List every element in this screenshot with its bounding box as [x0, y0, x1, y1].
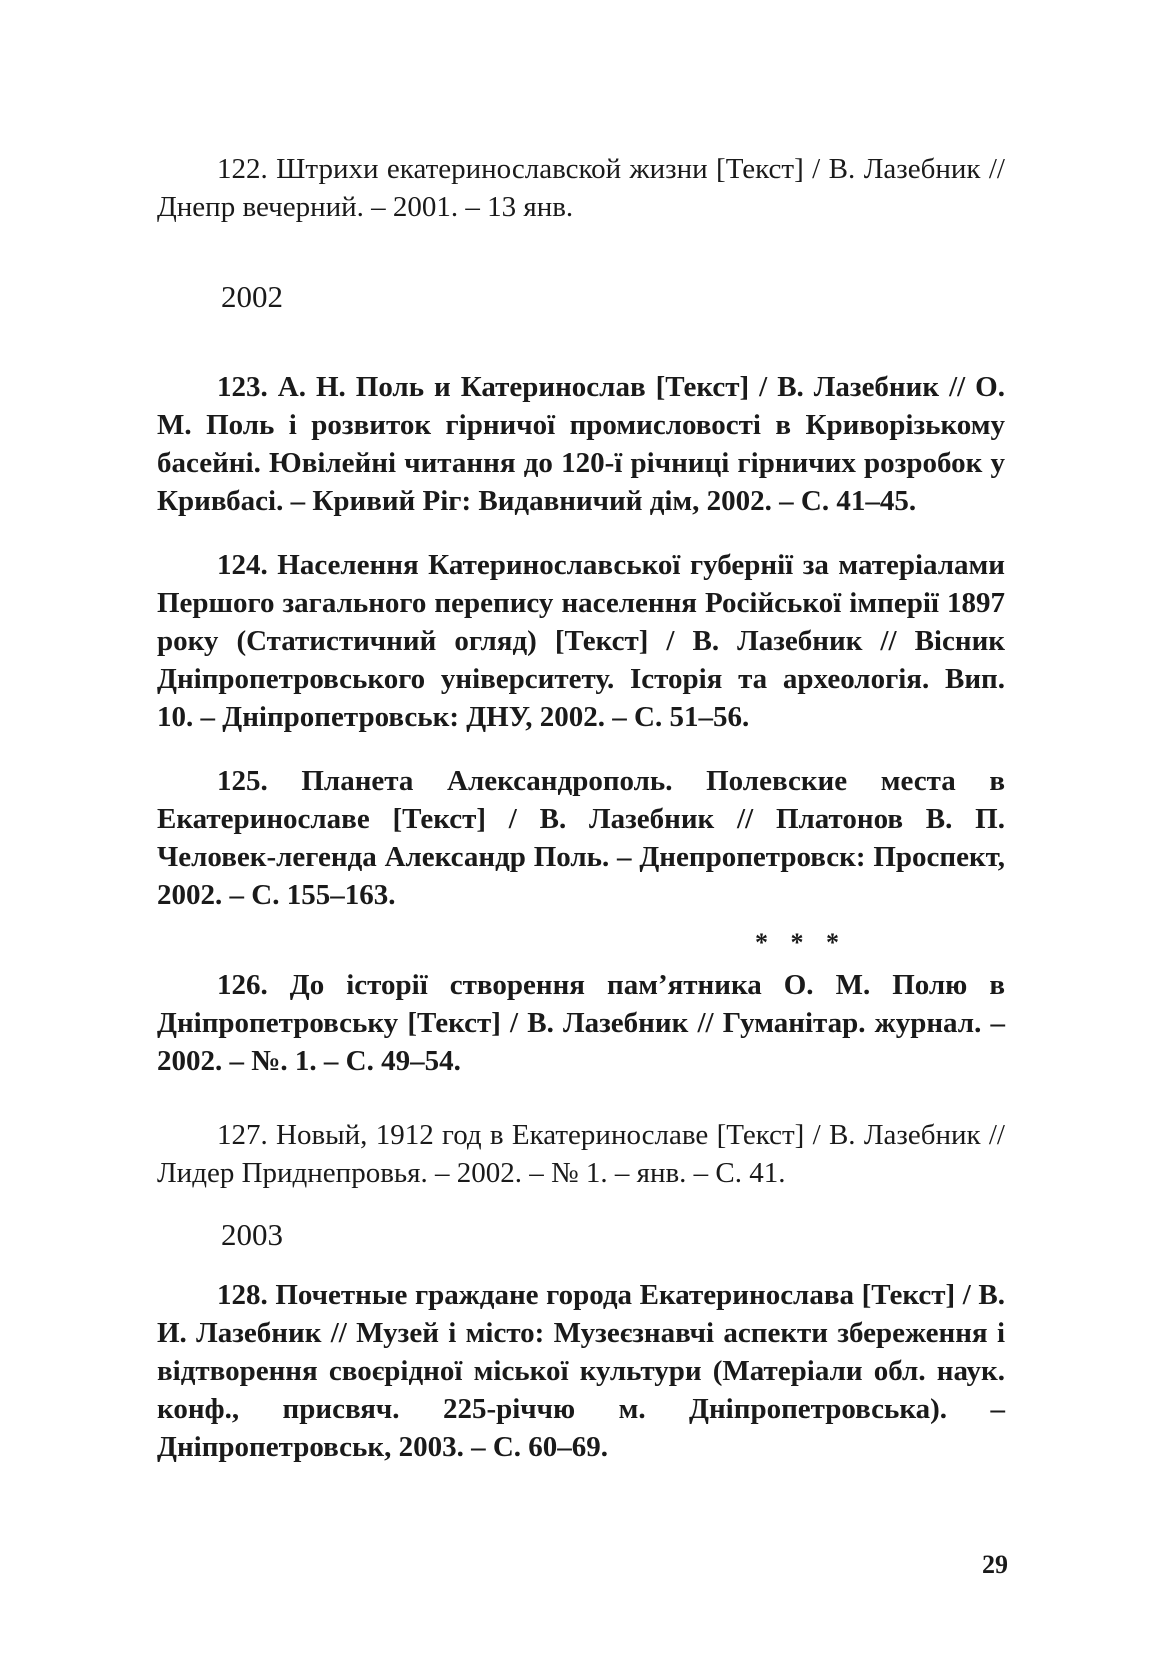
year-heading-2003: 2003: [221, 1217, 283, 1252]
entry-125: 125. Планета Александрополь. Полевские места в Екатеринославе [Текст] / В. Лазебник // Платонов В. П. Человек-легенда Александр Поль. – Днепропетровск: Проспект, 2002. – С. 155–163.: [157, 765, 1005, 911]
page-number: 29: [982, 1550, 1008, 1579]
year-heading-2002: 2002: [221, 279, 283, 314]
entry-123: 123. А. Н. Поль и Катеринослав [Текст] / В. Лазебник // О. М. Поль і розвиток гірничої промисловості в Криворізькому басейні. Ювілейні читання до 120-ї річниці гірничих розробок у Кривбасі. – Кривий Ріг: Видавничий дім, 2002. – С. 41–45.: [157, 371, 1005, 517]
entry-127: 127. Новый, 1912 год в Екатеринославе [Текст] / В. Лазебник // Лидер Приднепровья. – 2002. – № 1. – янв. – С. 41.: [157, 1119, 1005, 1189]
entry-122: 122. Штрихи екатеринославской жизни [Текст] / В. Лазебник // Днепр вечерний. – 2001. – 13 янв.: [157, 153, 1005, 223]
entry-124: 124. Населення Катеринославської губернії за матеріалами Першого загального перепису населення Російської імперії 1897 року (Статистичний огляд) [Текст] / В. Лазебник // Вісник Дніпропетровського університету. Історія та археологія. Вип. 10. – Дніпропетровськ: ДНУ, 2002. – С. 51–56.: [157, 549, 1005, 733]
bibliography-list: [157, 150, 1005, 1466]
entry-126: 126. До історії створення пам’ятника О. М. Полю в Дніпропетровську [Текст] / В. Лазебник // Гуманітар. журнал. – 2002. – №. 1. – С. 49–54.: [157, 969, 1005, 1077]
entry-128: 128. Почетные граждане города Екатеринослава [Текст] / В. И. Лазебник // Музей і місто: Музеєзнавчі аспекти збереження і відтворення своєрідної міської культури (Матеріали обл. наук. конф., присвяч. 225-річчю м. Дніпропетровська). – Дніпропетровськ, 2003. – С. 60–69.: [157, 1279, 1005, 1463]
section-separator: * * *: [755, 928, 847, 957]
